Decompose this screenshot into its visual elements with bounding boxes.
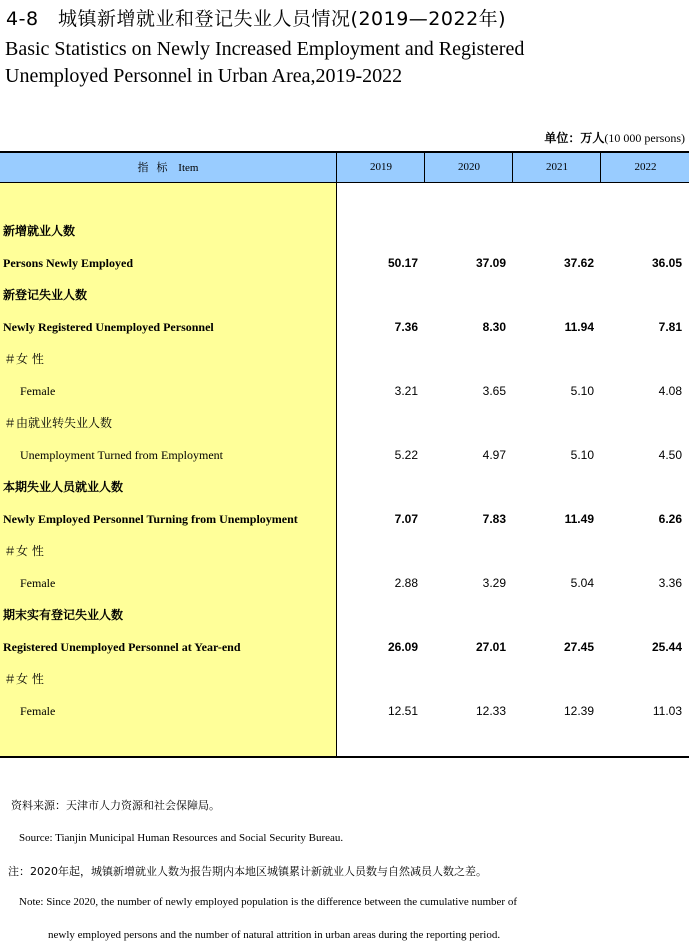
- row-label: ＃由就业转失业人数: [4, 416, 113, 430]
- table-row: [0, 477, 689, 497]
- cell-value-2021: 12.39: [563, 704, 594, 718]
- cell-value-2022: 36.05: [651, 256, 682, 270]
- header-item-cn: 指标: [137, 161, 176, 174]
- row-label: ＃女 性: [4, 544, 44, 558]
- header-year-2022: 2022: [600, 153, 689, 182]
- table-row: [0, 285, 689, 305]
- row-label: 本期失业人员就业人数: [3, 480, 124, 494]
- cell-value-2022: 3.36: [658, 576, 682, 590]
- cell-value-2022: 4.50: [658, 448, 682, 462]
- cell-value-2020: 12.33: [475, 704, 506, 718]
- cell-value-2021: 27.45: [563, 640, 594, 654]
- cell-value-2019: 50.17: [387, 256, 418, 270]
- unit-en: (10 000 persons): [604, 131, 685, 145]
- row-label: Unemployment Turned from Employment: [20, 448, 223, 462]
- table-row: [0, 413, 689, 433]
- cell-value-2020: 3.65: [482, 384, 506, 398]
- table-row: [0, 253, 689, 273]
- cell-value-2019: 7.07: [394, 512, 418, 526]
- cell-value-2020: 4.97: [482, 448, 506, 462]
- table-row: [0, 573, 689, 593]
- cell-value-2022: 11.03: [652, 704, 682, 718]
- cell-value-2020: 37.09: [475, 256, 506, 270]
- cell-value-2021: 5.10: [570, 384, 594, 398]
- header-year-2021: 2021: [512, 153, 601, 182]
- cell-value-2022: 6.26: [658, 512, 682, 526]
- cell-value-2022: 7.81: [658, 320, 682, 334]
- table-row: [0, 605, 689, 625]
- footer-source-cn: 资料来源：天津市人力资源和社会保障局。: [11, 799, 220, 812]
- header-item-en: Item: [178, 162, 199, 174]
- row-label: Female: [20, 576, 56, 590]
- header-year-2020: 2020: [424, 153, 513, 182]
- title-english-line1: Basic Statistics on Newly Increased Employment and Registered: [5, 38, 525, 60]
- cell-value-2022: 4.08: [658, 384, 682, 398]
- row-label: Newly Registered Unemployed Personnel: [3, 320, 214, 334]
- header-item: [0, 153, 336, 182]
- table-header: [0, 153, 689, 183]
- unit-label: [544, 129, 685, 146]
- title-chinese: 4-8 城镇新增就业和登记失业人员情况(2019—2022年): [6, 8, 507, 30]
- cell-value-2021: 5.10: [570, 448, 594, 462]
- title-english: [5, 36, 524, 90]
- table-row: [0, 637, 689, 657]
- row-label: 新增就业人数: [3, 224, 76, 238]
- header-year-2019: 2019: [336, 153, 425, 182]
- unit-cn: 单位：万人: [544, 131, 605, 145]
- cell-value-2019: 26.09: [387, 640, 418, 654]
- cell-value-2020: 8.30: [482, 320, 506, 334]
- row-label: 新登记失业人数: [3, 288, 88, 302]
- table-row: [0, 221, 689, 241]
- cell-value-2021: 37.62: [563, 256, 594, 270]
- cell-value-2020: 3.29: [482, 576, 506, 590]
- title-english-line2: Unemployed Personnel in Urban Area,2019-2022: [5, 65, 403, 87]
- table-row: [0, 701, 689, 721]
- cell-value-2020: 7.83: [482, 512, 506, 526]
- footer-note-en-line2: newly employed persons and the number of natural attrition in urban areas during the reporting period.: [48, 929, 501, 941]
- row-label: Registered Unemployed Personnel at Year-end: [3, 640, 241, 654]
- cell-value-2019: 5.22: [394, 448, 418, 462]
- row-label: Newly Employed Personnel Turning from Unemployment: [3, 512, 298, 526]
- cell-value-2022: 25.44: [651, 640, 682, 654]
- table-row: [0, 541, 689, 561]
- table-bottom-rule: [0, 756, 689, 758]
- cell-value-2019: 3.21: [394, 384, 418, 398]
- cell-value-2021: 5.04: [570, 576, 594, 590]
- table-row: [0, 317, 689, 337]
- footer-source-en: Source: Tianjin Municipal Human Resources and Social Security Bureau.: [19, 832, 344, 844]
- cell-value-2021: 11.49: [564, 512, 594, 526]
- cell-value-2019: 7.36: [394, 320, 418, 334]
- row-label: 期末实有登记失业人数: [3, 608, 124, 622]
- table-row: [0, 669, 689, 689]
- cell-value-2019: 12.51: [387, 704, 418, 718]
- row-label: Female: [20, 704, 56, 718]
- cell-value-2019: 2.88: [394, 576, 418, 590]
- row-label: ＃女 性: [4, 352, 44, 366]
- statistics-table: [0, 151, 689, 757]
- cell-value-2020: 27.01: [475, 640, 506, 654]
- row-label: ＃女 性: [4, 672, 44, 686]
- cell-value-2021: 11.94: [564, 320, 594, 334]
- footer-note-cn: 注：2020年起，城镇新增就业人数为报告期内本地区城镇累计新就业人员数与自然减员人数之差。: [8, 865, 487, 878]
- footer-note-en-line1: Note: Since 2020, the number of newly employed population is the difference between the cumulative number of: [19, 896, 518, 908]
- table-row: [0, 381, 689, 401]
- row-label: Persons Newly Employed: [3, 256, 133, 270]
- table-row: [0, 349, 689, 369]
- row-label: Female: [20, 384, 56, 398]
- table-row: [0, 445, 689, 465]
- table-row: [0, 509, 689, 529]
